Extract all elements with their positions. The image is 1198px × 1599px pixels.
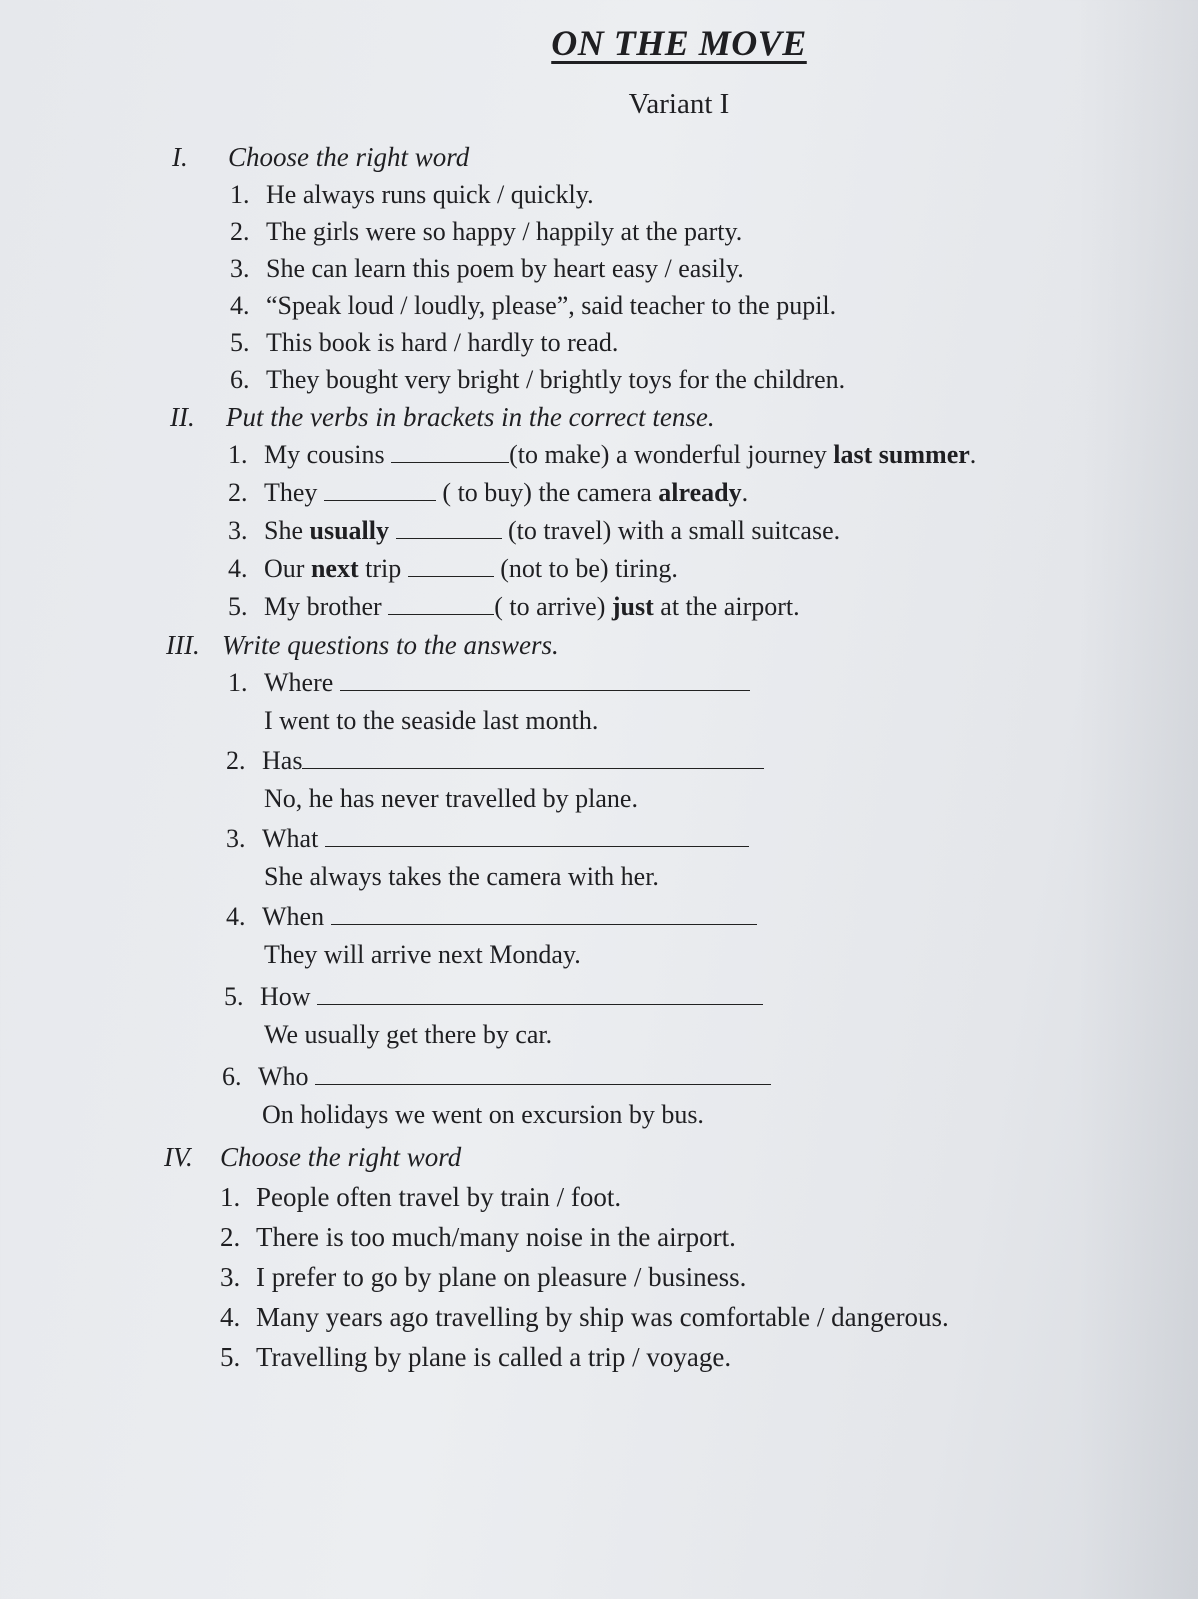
- section-number: IV.: [164, 1142, 193, 1172]
- answer-blank[interactable]: [408, 556, 494, 577]
- answer-blank[interactable]: [391, 442, 509, 463]
- answer-blank[interactable]: [388, 594, 494, 615]
- item-number: 5.: [228, 592, 248, 621]
- item-number: 5.: [224, 982, 244, 1011]
- item-text: ( to arrive): [494, 592, 612, 621]
- item-text: She can learn this poem by heart easy / easily.: [266, 254, 744, 283]
- answer-text: They will arrive next Monday.: [264, 940, 581, 969]
- item-number: 2.: [228, 478, 248, 507]
- list-item: [220, 1182, 621, 1213]
- list-item: [230, 217, 742, 247]
- list-item: [220, 1342, 731, 1373]
- list-item: [220, 1222, 736, 1253]
- section-title: Choose the right word: [228, 142, 470, 172]
- section-number: I.: [172, 142, 188, 172]
- answer-blank[interactable]: [340, 670, 750, 691]
- item-number: 3.: [220, 1262, 241, 1292]
- answer-text: I went to the seaside last month.: [264, 706, 599, 735]
- answer-text: We usually get there by car.: [264, 1020, 553, 1049]
- item-text: trip: [358, 554, 408, 583]
- page-shadow: [1078, 0, 1198, 1599]
- list-item: [228, 516, 840, 546]
- item-text: People often travel by train / foot.: [256, 1182, 622, 1212]
- answer-blank[interactable]: [317, 984, 763, 1005]
- item-number: 3.: [228, 516, 248, 545]
- item-text: Many years ago travelling by ship was comfortable / dangerous.: [256, 1302, 949, 1332]
- answer-text: No, he has never travelled by plane.: [264, 784, 638, 813]
- section-1-heading: [172, 142, 469, 173]
- section-number: III.: [166, 630, 200, 660]
- answer-blank[interactable]: [331, 904, 757, 925]
- answer-blank[interactable]: [325, 826, 749, 847]
- item-number: 4.: [220, 1302, 241, 1332]
- keyword: usually: [309, 516, 389, 545]
- keyword: last summer: [833, 440, 970, 469]
- section-4-heading: [164, 1142, 461, 1173]
- list-item: [228, 478, 748, 508]
- item-number: 4.: [226, 902, 246, 931]
- item-text: My brother: [264, 592, 389, 621]
- item-text: (to travel) with a small suitcase.: [501, 516, 841, 545]
- section-2-heading: [170, 402, 715, 433]
- item-number: 4.: [230, 291, 250, 320]
- item-number: 2.: [226, 746, 246, 775]
- question-line: [226, 824, 749, 854]
- item-text: (to make) a wonderful journey: [509, 440, 834, 469]
- list-item: [230, 254, 744, 284]
- list-item: [230, 291, 836, 321]
- question-line: [226, 746, 764, 776]
- item-number: 3.: [230, 254, 250, 283]
- answer-text: She always takes the camera with her.: [264, 862, 659, 891]
- item-text: ( to buy) the camera: [435, 478, 659, 507]
- item-text: The girls were so happy / happily at the party.: [266, 217, 743, 246]
- question-start: When: [262, 902, 331, 931]
- answer-blank[interactable]: [396, 518, 502, 539]
- section-3-heading: [166, 630, 559, 661]
- question-start: Where: [264, 668, 340, 697]
- item-text: Our: [264, 554, 311, 583]
- list-item: [220, 1302, 949, 1333]
- worksheet-title: ON THE MOVE: [551, 23, 807, 63]
- item-text: I prefer to go by plane on pleasure / business.: [256, 1262, 747, 1292]
- item-text: .: [741, 478, 749, 507]
- item-number: 5.: [220, 1342, 241, 1372]
- item-number: 1.: [228, 668, 248, 697]
- item-number: 6.: [222, 1062, 242, 1091]
- item-number: 1.: [230, 180, 250, 209]
- item-text: They bought very bright / brightly toys for the children.: [266, 365, 846, 394]
- keyword: already: [658, 478, 742, 507]
- question-line: [224, 982, 763, 1012]
- question-line: [226, 902, 757, 932]
- item-number: 2.: [230, 217, 250, 246]
- section-title: Choose the right word: [220, 1142, 462, 1172]
- question-start: Who: [258, 1062, 316, 1091]
- item-text: He always runs quick / quickly.: [266, 180, 594, 209]
- list-item: [230, 180, 594, 210]
- item-number: 1.: [220, 1182, 241, 1212]
- item-text: She: [264, 516, 310, 545]
- keyword: next: [310, 554, 359, 583]
- question-start: Has: [262, 746, 303, 775]
- item-number: 4.: [228, 554, 248, 583]
- list-item: [230, 328, 618, 358]
- item-text: (not to be) tiring.: [493, 554, 678, 583]
- list-item: [220, 1262, 746, 1293]
- item-text: They: [264, 478, 324, 507]
- answer-blank[interactable]: [324, 480, 436, 501]
- list-item: [228, 592, 800, 622]
- item-text: There is too much/many noise in the airport.: [256, 1222, 736, 1252]
- item-text: This book is hard / hardly to read.: [266, 328, 619, 357]
- section-title: Write questions to the answers.: [222, 630, 559, 660]
- item-text: Travelling by plane is called a trip / voyage.: [256, 1342, 732, 1372]
- question-line: [228, 668, 750, 698]
- answer-text: On holidays we went on excursion by bus.: [262, 1100, 704, 1129]
- item-number: 2.: [220, 1222, 241, 1252]
- item-number: 3.: [226, 824, 246, 853]
- item-text: “Speak loud / loudly, please”, said teacher to the pupil.: [266, 291, 837, 320]
- question-start: How: [260, 982, 318, 1011]
- variant-label: Variant I: [628, 88, 730, 120]
- item-text: My cousins: [264, 440, 392, 469]
- item-number: 1.: [228, 440, 248, 469]
- item-text: .: [969, 440, 977, 469]
- item-text: at the airport.: [653, 592, 800, 621]
- item-number: 5.: [230, 328, 250, 357]
- keyword: just: [611, 592, 654, 621]
- answer-blank[interactable]: [315, 1064, 771, 1085]
- question-start: What: [262, 824, 325, 853]
- answer-blank[interactable]: [302, 748, 764, 769]
- section-title: Put the verbs in brackets in the correct tense.: [226, 402, 715, 432]
- list-item: [230, 365, 845, 395]
- question-line: [222, 1062, 771, 1092]
- item-number: 6.: [230, 365, 250, 394]
- list-item: [228, 554, 678, 584]
- section-number: II.: [170, 402, 195, 432]
- list-item: [228, 440, 976, 470]
